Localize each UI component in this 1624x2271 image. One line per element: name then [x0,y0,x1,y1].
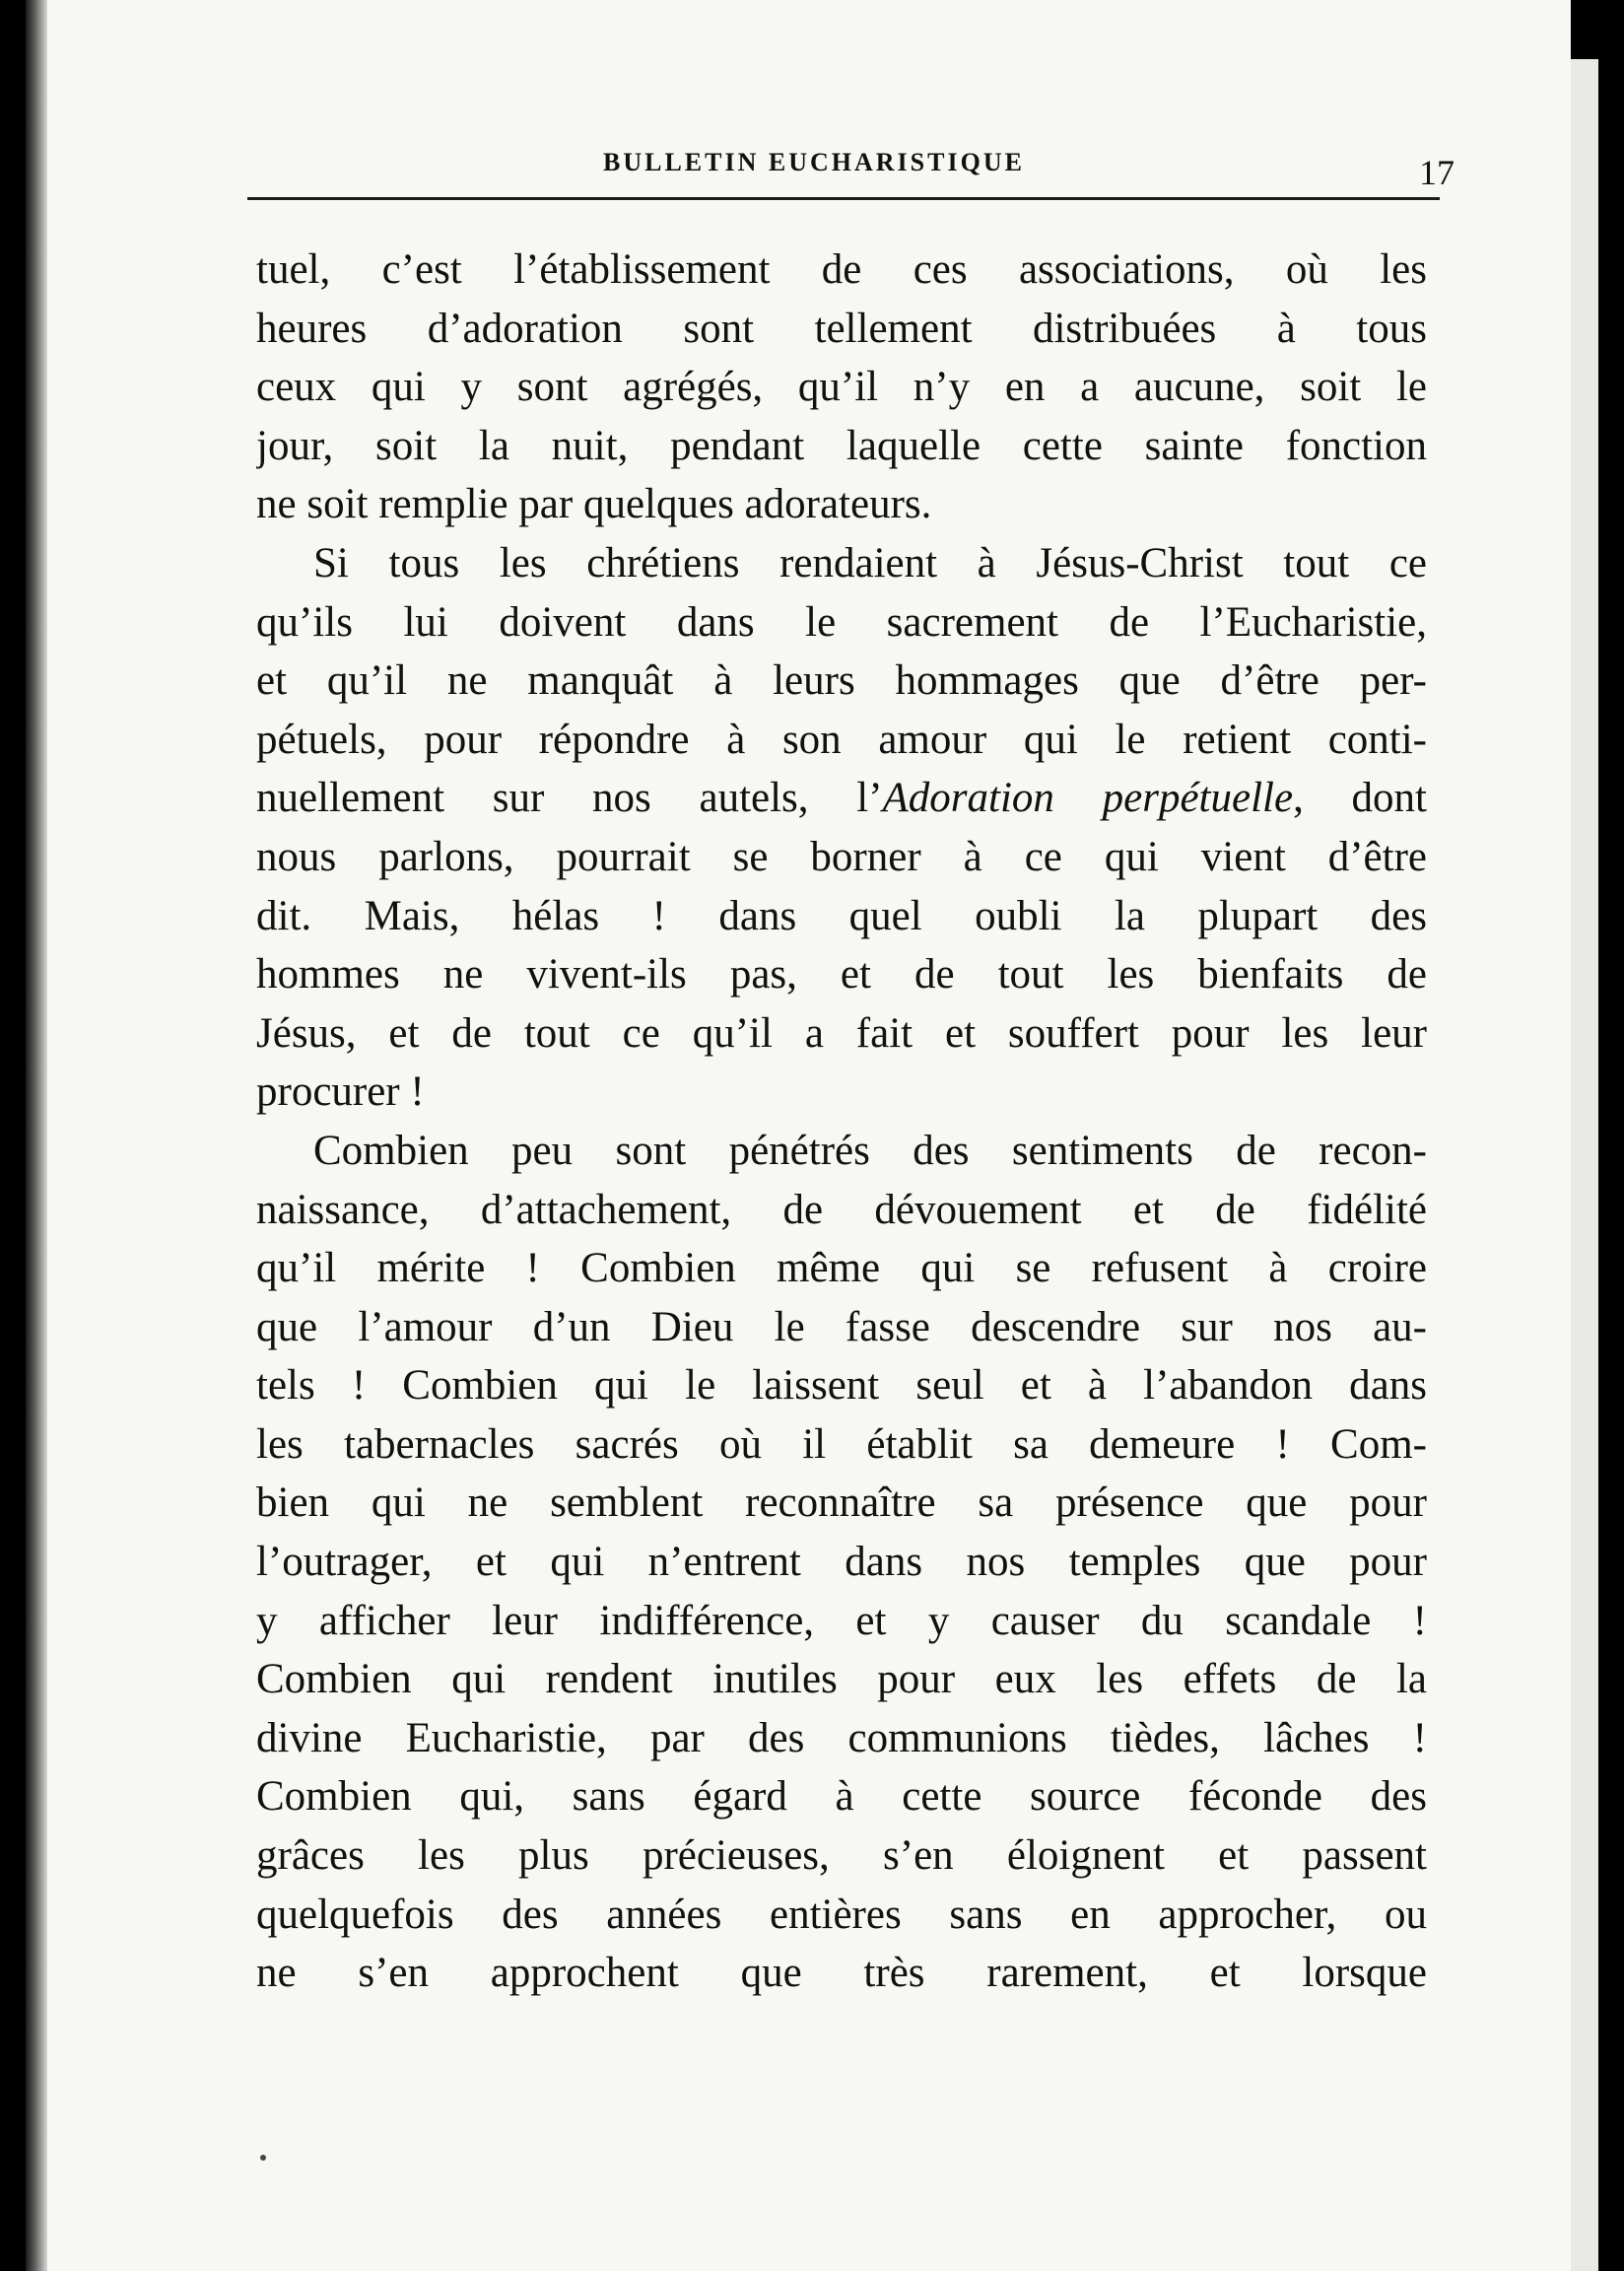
text-line: hommes ne vivent-ils pas, et de tout les bienfaits de [256,951,1427,998]
text-line: Combien peu sont pénétrés des sentiments de recon- [313,1127,1427,1174]
text-line: Jésus, et de tout ce qu’il a fait et souffert pour les leur [256,1009,1427,1057]
page-edge-strip [1571,59,1598,2271]
page-gutter-shadow [26,0,47,2271]
text-run: , dont [1293,775,1427,822]
body-text [256,241,1427,2003]
header-rule [247,197,1440,200]
text-line: qu’il mérite ! Combien même qui se refusent à croire [256,1245,1427,1292]
text-line: grâces les plus précieuses, s’en éloignent et passent [256,1832,1427,1880]
italic-term: Adoration perpétuelle [882,775,1294,822]
text-line: y afficher leur indifférence, et y causer du scandale ! [256,1597,1427,1644]
text-line: qu’ils lui doivent dans le sacrement de l’Eucharistie, [256,598,1427,646]
text-line: quelquefois des années entières sans en approcher, ou [256,1891,1427,1938]
book-page [26,0,1571,2271]
text-line: ne soit remplie par quelques adorateurs. [256,481,932,528]
text-line: nous parlons, pourrait se borner à ce qui vient d’être [256,833,1427,880]
paragraph-2 [256,534,1427,1122]
text-line: procurer ! [256,1068,425,1116]
text-line: pétuels, pour répondre à son amour qui le retient conti- [256,716,1427,763]
running-title: BULLETIN EUCHARISTIQUE [603,148,1025,176]
text-line: heures d’adoration sont tellement distribuées à tous [256,305,1427,352]
text-line: l’outrager, et qui n’entrent dans nos temples que pour [256,1539,1427,1586]
text-line: tels ! Combien qui le laissent seul et à l’abandon dans [256,1362,1427,1410]
page-number: 17 [1419,153,1455,192]
text-run: nuellement sur nos autels, l’ [256,775,883,822]
text-line: Si tous les chrétiens rendaient à Jésus-Christ tout ce [313,539,1427,586]
text-line: et qu’il ne manquât à leurs hommages que d’être per- [256,657,1427,705]
text-line-with-italic [256,769,1427,828]
text-line: naissance, d’attachement, de dévouement et de fidélité [256,1186,1427,1233]
text-line: jour, soit la nuit, pendant laquelle cette sainte fonction [256,422,1427,469]
text-line: bien qui ne semblent reconnaître sa présence que pour [256,1480,1427,1527]
text-line: Combien qui rendent inutiles pour eux les effets de la [256,1656,1427,1703]
right-page-edge [1571,59,1624,2271]
text-line: les tabernacles sacrés où il établit sa demeure ! Com- [256,1420,1427,1468]
paragraph-3 [256,1122,1427,2003]
paragraph-1 [256,241,1427,534]
text-line: tuel, c’est l’établissement de ces associations, où les [256,246,1427,293]
text-line: ne s’en approchent que très rarement, et lorsque [256,1950,1427,1997]
text-line: ceux qui y sont agrégés, qu’il n’y en a aucune, soit le [256,364,1427,411]
text-line: Combien qui, sans égard à cette source féconde des [256,1773,1427,1821]
text-line: que l’amour d’un Dieu le fasse descendre sur nos au- [256,1303,1427,1350]
text-line: divine Eucharistie, par des communions tièdes, lâches ! [256,1714,1427,1761]
text-line: dit. Mais, hélas ! dans quel oubli la plupart des [256,892,1427,939]
paper-speck [260,2155,266,2161]
